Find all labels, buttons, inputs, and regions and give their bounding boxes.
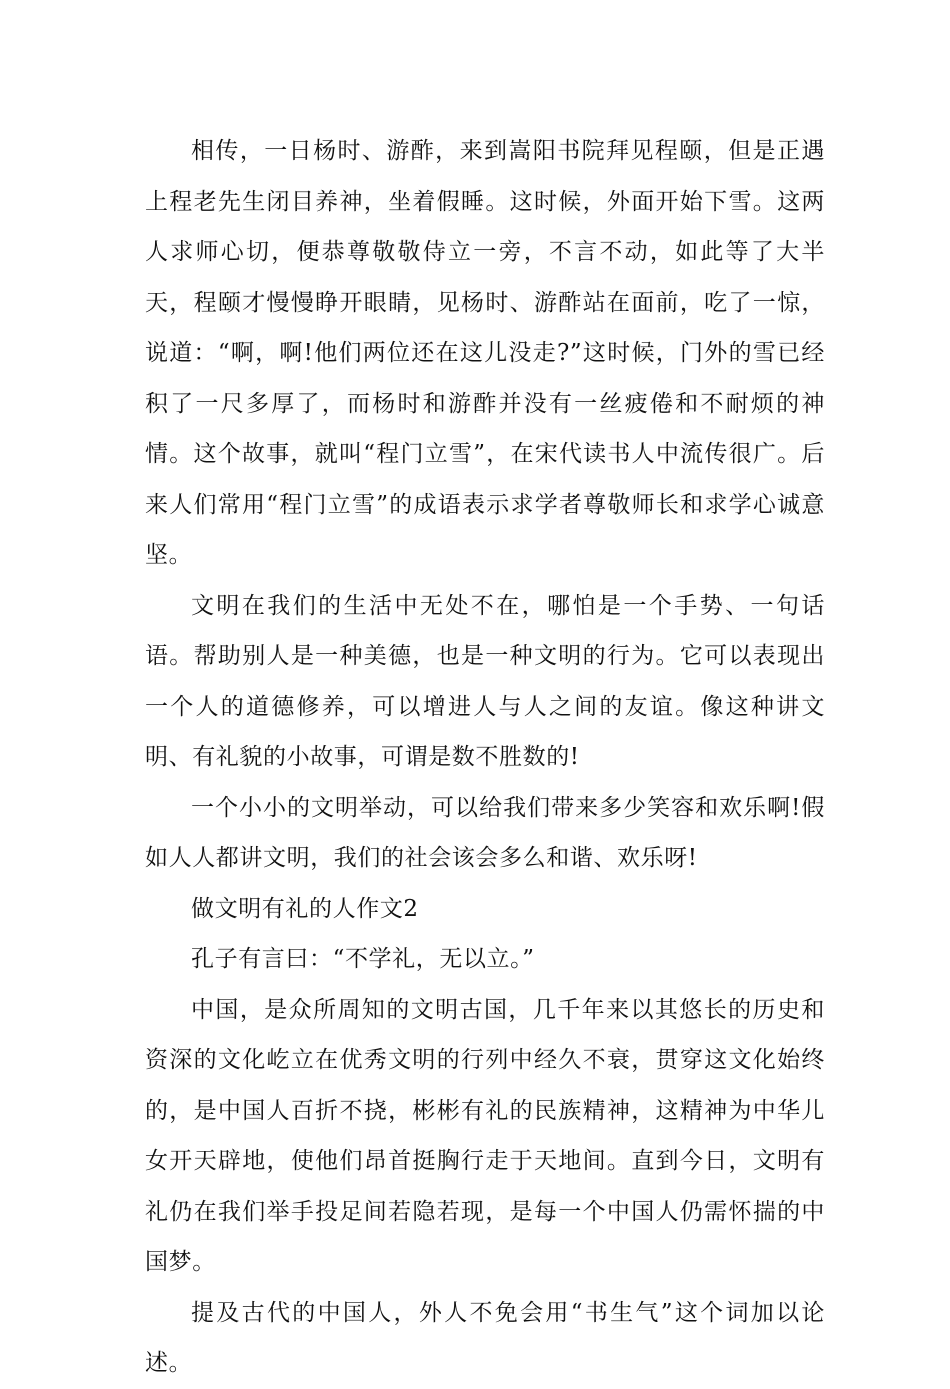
paragraph-confucius-quote: 孔子有言曰：“不学礼，无以立。” xyxy=(191,946,535,972)
paragraph-cheng-men-li-xue: 相传，一日杨时、游酢，来到嵩阳书院拜见程颐，但是正遇上程老先生闭目养神，坐着假睡。这时候，外面开始下雪。这两人求师心切，便恭尊敬敬侍立一旁，不言不动，如此等了大半天，程颐才慢慢睁开眼睛，见杨时、游酢站在面前，吃了一惊，说道：“啊，啊!他们两位还在这儿没走?”这时候，门外的雪已经积了一尺多厚了，而杨时和游酢并没有一丝疲倦和不耐烦的神情。这个故事，就叫“程门立雪”，在宋代读书人中流传很广。后来人们常用“程门立雪”的成语表示求学者尊敬师长和求学心诚意坚。 xyxy=(145,138,825,568)
document-body xyxy=(145,126,825,1389)
paragraph-small-civil-act: 一个小小的文明举动，可以给我们带来多少笑容和欢乐啊!假如人人都讲文明，我们的社会该会多么和谐、欢乐呀! xyxy=(145,794,825,871)
essay-heading: 做文明有礼的人作文2 xyxy=(191,895,419,922)
paragraph-ancient-civilization: 中国，是众所周知的文明古国，几千年来以其悠长的历史和资深的文化屹立在优秀文明的行列中经久不衰，贯穿这文化始终的，是中国人百折不挠，彬彬有礼的民族精神，这精神为中华儿女开天辟地，使他们昂首挺胸行走于天地间。直到今日，文明有礼仍在我们举手投足间若隐若现，是每一个中国人仍需怀揣的中国梦。 xyxy=(145,996,825,1275)
paragraph-scholarly-air: 提及古代的中国人，外人不免会用“书生气”这个词加以论述。 xyxy=(145,1299,825,1376)
paragraph-civility-everywhere: 文明在我们的生活中无处不在，哪怕是一个手势、一句话语。帮助别人是一种美德，也是一种文明的行为。它可以表现出一个人的道德修养，可以增进人与人之间的友谊。像这种讲文明、有礼貌的小故事，可谓是数不胜数的! xyxy=(145,592,825,770)
